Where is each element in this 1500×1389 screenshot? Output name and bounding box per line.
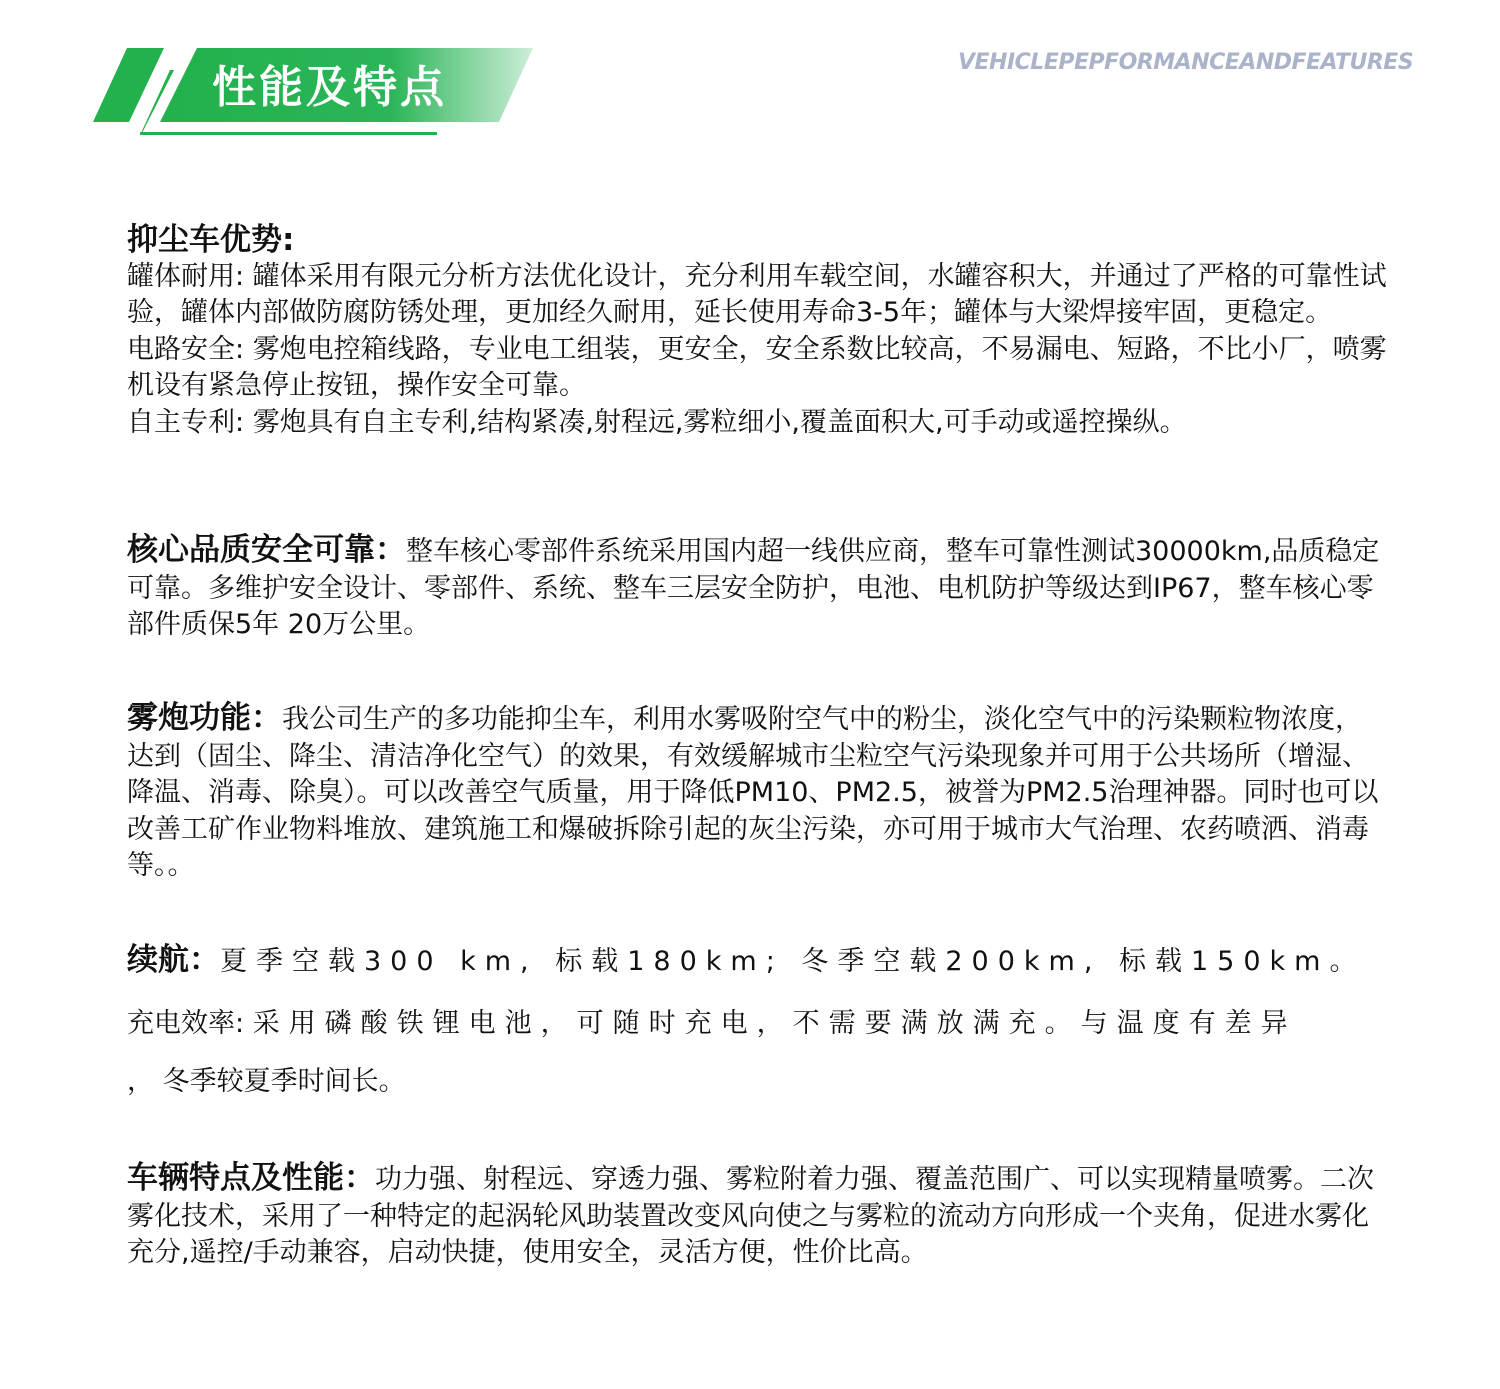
item-text: 雾炮具有自主专利,结构紧凑,射程远,雾粒细小,覆盖面积大,可手动或遥控操纵。 bbox=[252, 406, 1187, 438]
item-text: 罐体采用有限元分析方法优化设计，充分利用车载空间，水罐容积大，并通过了严格的可靠性试验，罐体内部做防腐防锈处理，更加经久耐用，延长使用寿命3-5年；罐体与大梁焊接牢固，更稳定。 bbox=[127, 260, 1387, 328]
section-heading: 核心品质安全可靠： bbox=[127, 532, 406, 568]
quality-paragraph bbox=[127, 532, 1387, 644]
item-label: 电路安全 bbox=[127, 333, 235, 365]
advantage-item bbox=[127, 405, 1387, 442]
page-title: 性能及特点 bbox=[212, 62, 447, 113]
range-paragraph bbox=[127, 942, 1387, 981]
section-fog-cannon bbox=[127, 700, 1387, 885]
section-charging bbox=[127, 995, 1387, 1111]
features-paragraph bbox=[127, 1160, 1387, 1272]
section-text: 夏季空载300 km, 标载180km; 冬季空载200km, 标载150km。 bbox=[220, 946, 1366, 977]
charging-text: 采用磷酸铁锂电池，可随时充电，不需要满放满充。与温度有差异 bbox=[252, 1008, 1297, 1039]
charging-line-2 bbox=[127, 1053, 1387, 1111]
item-label: 自主专利 bbox=[127, 406, 235, 438]
item-separator: : bbox=[235, 260, 253, 292]
section-heading: 车辆特点及性能： bbox=[127, 1160, 375, 1196]
advantage-item bbox=[127, 259, 1387, 332]
section-advantages bbox=[127, 222, 1387, 441]
section-quality bbox=[127, 532, 1387, 644]
fog-cannon-paragraph bbox=[127, 700, 1387, 885]
section-heading: 雾炮功能： bbox=[127, 700, 282, 736]
charging-line-1 bbox=[127, 995, 1387, 1053]
item-separator: : bbox=[235, 333, 253, 365]
item-separator: : bbox=[235, 406, 253, 438]
section-text: 我公司生产的多功能抑尘车，利用水雾吸附空气中的粉尘，淡化空气中的污染颗粒物浓度，达到（固尘、降尘、清洁净化空气）的效果，有效缓解城市尘粒空气污染现象并可用于公共场所（增湿、降温、消毒、除臭）。可以改善空气质量，用于降低PM10、PM2.5，被誉为PM2.5治理神器。同时也可以改善工矿作业物料堆放、建筑施工和爆破拆除引起的灰尘污染，亦可用于城市大气治理、农药喷洒、消毒等。。 bbox=[127, 704, 1379, 881]
charging-label: 充电效率: bbox=[127, 1008, 253, 1039]
section-range bbox=[127, 942, 1387, 981]
section-text: 整车核心零部件系统采用国内超一线供应商，整车可靠性测试30000km,品质稳定可靠。多维护安全设计、零部件、系统、整车三层安全防护，电池、电机防护等级达到IP67，整车核心零部件质保5年 20万公里。 bbox=[127, 536, 1380, 640]
section-heading: 抑尘车优势: bbox=[127, 222, 295, 258]
section-features bbox=[127, 1160, 1387, 1272]
charging-text-cont: ， 冬季较夏季时间长。 bbox=[127, 1066, 406, 1097]
page-subtitle: VEHICLEPEPFORMANCEANDFEATURES bbox=[958, 50, 1414, 75]
item-label: 罐体耐用 bbox=[127, 260, 235, 292]
item-text: 雾炮电控箱线路，专业电工组装，更安全，安全系数比较高，不易漏电、短路，不比小厂，喷雾机设有紧急停止按钮，操作安全可靠。 bbox=[127, 333, 1387, 401]
header-banner bbox=[0, 0, 1500, 160]
advantage-item bbox=[127, 332, 1387, 405]
section-text: 功力强、射程远、穿透力强、雾粒附着力强、覆盖范围广、可以实现精量喷雾。二次雾化技术，采用了一种特定的起涡轮风助装置改变风向使之与雾粒的流动方向形成一个夹角，促进水雾化充分,遥控/手动兼容，启动快捷，使用安全，灵活方便，性价比高。 bbox=[127, 1164, 1374, 1268]
section-heading: 续航： bbox=[127, 942, 220, 978]
